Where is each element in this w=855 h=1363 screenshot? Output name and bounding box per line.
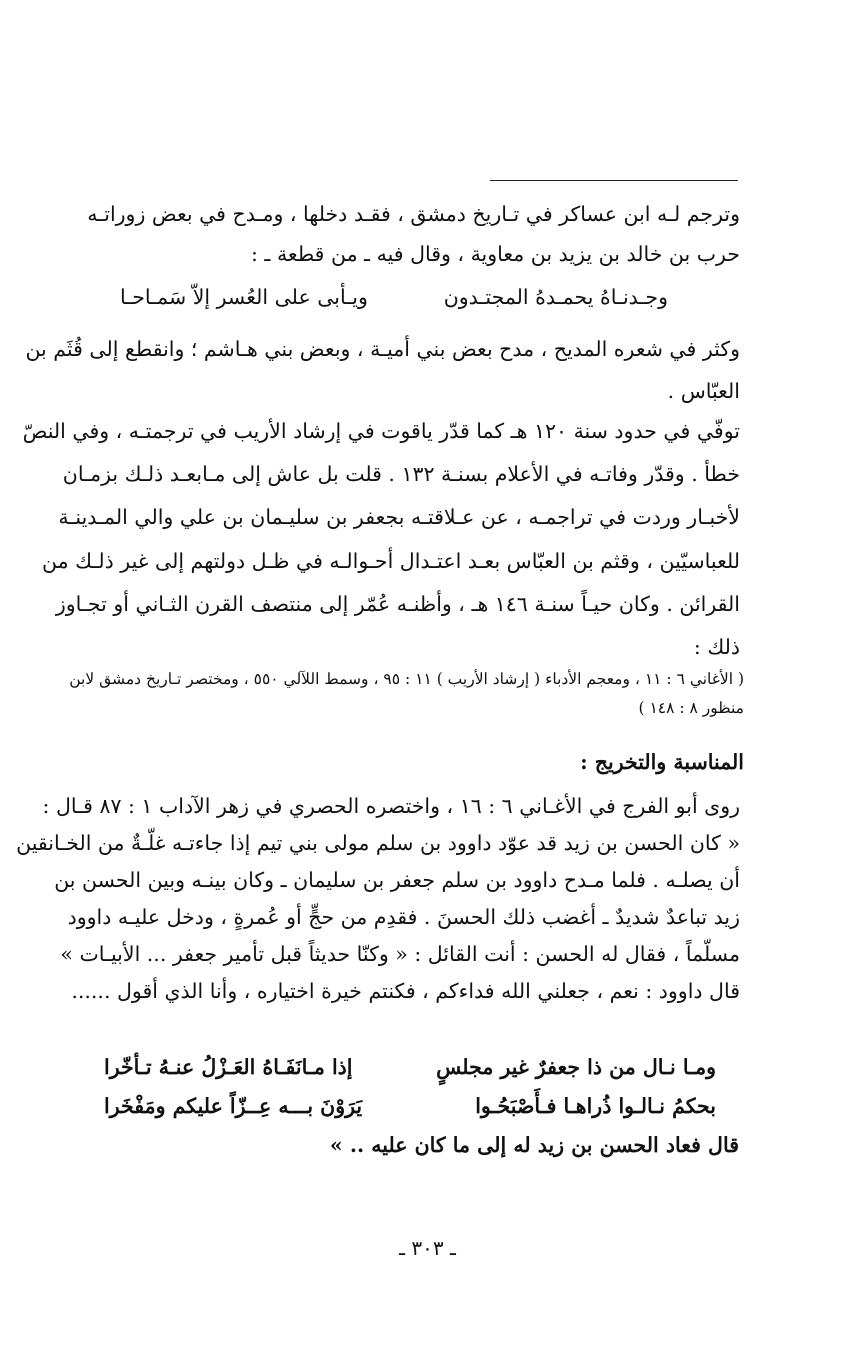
- paragraph-narration: [16, 788, 740, 1010]
- text-line: حرب بن خالد بن يزيد بن معاوية ، وقال فيه ـ من قطعة ـ :: [251, 241, 740, 266]
- text-line: لأخبـار وردت في تراجمـه ، عن عـلاقتـه بجعفر بن سليـمان بن علي والي المـدينـة: [58, 505, 740, 530]
- text-line: قال داوود : نعم ، جعلني الله فداءكم ، فكنتم خيرة اختياره ، وأنا الذي أقول ......: [71, 979, 740, 1003]
- text-line: توفّي في حدود سنة ١٢٠ هـ كما قدّر ياقوت في إرشاد الأريب في ترجمتـه ، وفي النصّ: [22, 419, 740, 443]
- verse-line: [120, 285, 668, 309]
- text-line: زيد تباعدٌ شديدٌ ـ أغضب ذلك الحسنَ . فقدِم من حجٍّ أو عُمرةٍ ، ودخل عليـه داوود: [67, 905, 740, 929]
- text-line: روى أبو الفرج في الأغـاني ٦ : ١٦ ، واختصره الحصري في زهر الآداب ١ : ٨٧ قـال :: [42, 794, 740, 818]
- text-line: مسلّماً ، فقال له الحسن : أنت القائل : « وكنّا حديثاً قبل تأمير جعفر ... الأبيـات »: [60, 942, 740, 966]
- poem-verses: [104, 1048, 716, 1126]
- verse-line: [104, 1087, 716, 1126]
- verse-second-hemistich: إذا مـانَفَـاهُ العَـزْلُ عنـهُ تـأخّرا: [104, 1055, 353, 1079]
- text-line: أن يصلـه . فلما مـدح داوود بن سلم جعفر بن سليمان ـ وكان بينـه وبين الحسن بن: [54, 868, 740, 892]
- verse-first-hemistich: وجـدنـاهُ يحمـدهُ المجتـدون: [443, 285, 668, 309]
- verse-second-hemistich: يَرَوْنَ بـــه عِــزّاً عليكم ومَفْخَرا: [104, 1094, 363, 1118]
- top-rule: [490, 180, 738, 181]
- text-line: العبّاس .: [667, 379, 740, 403]
- text-line: ذلك :: [693, 635, 740, 660]
- paragraph-biography-intro: [72, 195, 740, 274]
- text-line: للعباسيّين ، وقثم بن العبّاس بعـد اعتـدال أحـوالـه في ظـل دولتهم إلى غير ذلـك من: [42, 548, 740, 573]
- paragraph-death-date: [22, 410, 740, 669]
- note-line: ( الأغاني ٦ : ١١ ، ومعجم الأدباء ( إرشاد الأريب ) ١١ : ٩٥ ، وسمط اللآلي ٥٥٠ ، ومختصر تـاريخ دمشق لابن: [69, 670, 744, 688]
- closing-line: قال فعاد الحسن بن زيد له إلى ما كان عليه .. »: [329, 1133, 739, 1157]
- text-line: وكثر في شعره المديح ، مدح بعض بني أميـة ، وبعض بني هـاشم ؛ وانقطع إلى قُثَم بن: [25, 337, 740, 361]
- text-line: وترجم لـه ابن عساكر في تـاريخ دمشق ، فقـد دخلها ، ومـدح في بعض زوراتـه: [87, 202, 740, 226]
- note-line: منظور ٨ : ١٤٨ ): [638, 699, 744, 717]
- sources-note: [69, 665, 744, 723]
- text-line: « كان الحسن بن زيد قد عوّد داوود بن سلم مولى بني تيم إذا جاءتـه غلّـةٌ من الخـانقين: [16, 831, 740, 855]
- verse-first-hemistich: بحكمُ نـالـوا ذُراهـا فـأَصْبَحُـوا: [475, 1094, 716, 1118]
- verse-second-hemistich: ويـأبى على العُسر إلاّ سَمـاحـا: [120, 285, 368, 309]
- section-heading: المناسبة والتخريج :: [580, 750, 744, 774]
- text-line: خطأ . وقدّر وفاتـه في الأعلام بسنـة ١٣٢ . قلت بل عاش إلى مـابعـد ذلـك بزمـان: [62, 462, 740, 487]
- verse-first-hemistich: ومـا نـال من ذا جعفرٌ غير مجلسٍ: [436, 1055, 716, 1079]
- paragraph-praise: [25, 328, 740, 412]
- text-line: القرائن . وكان حيـاً سنـة ١٤٦ هـ ، وأظنـه عُمّر إلى منتصف القرن الثـاني أو تجـاوز: [55, 591, 740, 616]
- page-number: ـ ٣٠٣ ـ: [399, 1236, 456, 1260]
- verse-line: [104, 1048, 716, 1087]
